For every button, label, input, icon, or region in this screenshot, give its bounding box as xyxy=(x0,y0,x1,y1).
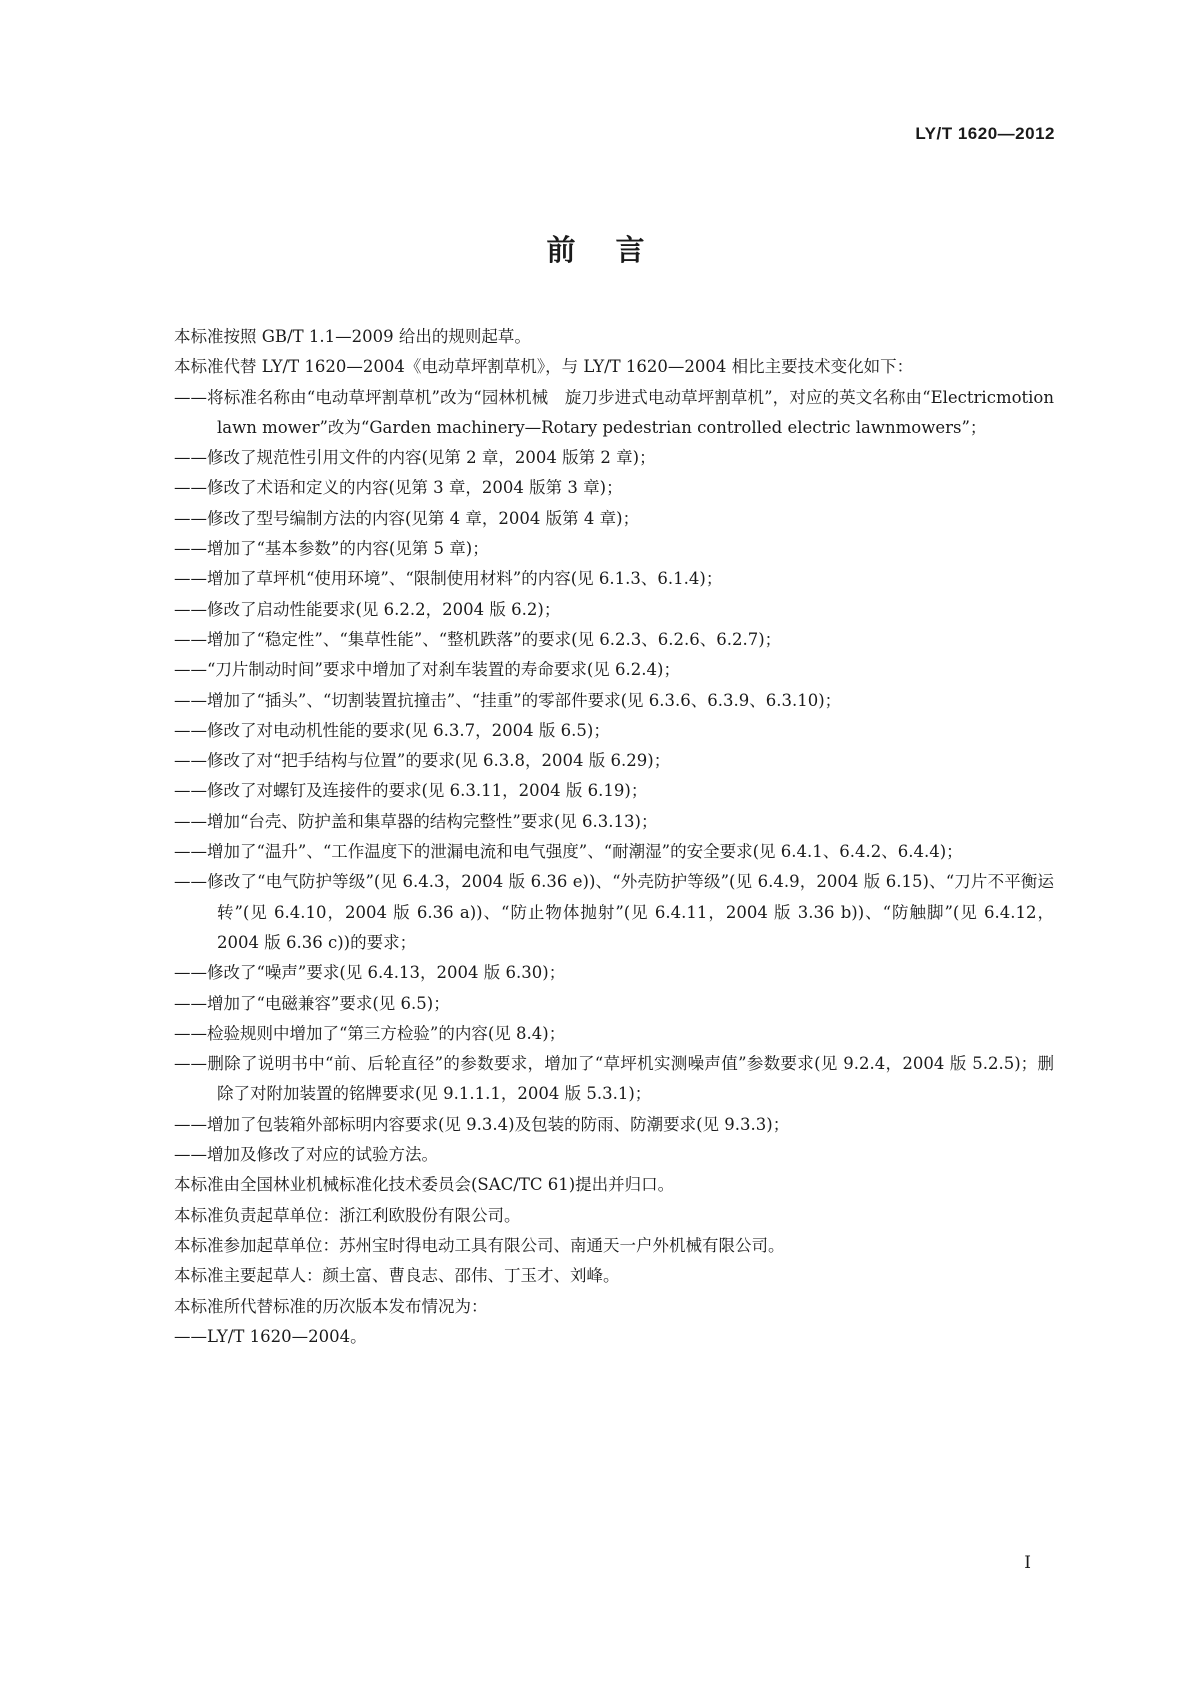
page-number: I xyxy=(1024,1553,1031,1573)
change-item: ——增加了“稳定性”、“集草性能”、“整机跌落”的要求(见 6.2.3、6.2.6、6.2.7)； xyxy=(174,629,782,649)
paragraph: 本标准参加起草单位：苏州宝时得电动工具有限公司、南通天一户外机械有限公司。 xyxy=(174,1235,785,1255)
paragraph: 本标准由全国林业机械标准化技术委员会(SAC/TC 61)提出并归口。 xyxy=(174,1175,675,1195)
history-item: ——LY/T 1620—2004。 xyxy=(174,1326,367,1346)
change-item: ——修改了“电气防护等级”(见 6.4.3，2004 版 6.36 e))、“外壳防护等级”(见 6.4.9，2004 版 6.15)、“刀片不平衡运转”(见 6.4.10，2004 版 6.36 a))、“防止物体抛射”(见 6.4.11，2004 版 3.36 b))、“防触脚”(见 6.4.12，2004 版 6.36 c))的要求； xyxy=(174,872,1054,952)
change-item: ——增加了“插头”、“切割装置抗撞击”、“挂重”的零部件要求(见 6.3.6、6.3.9、6.3.10)； xyxy=(174,690,842,710)
change-item: ——修改了规范性引用文件的内容(见第 2 章，2004 版第 2 章)； xyxy=(174,448,656,468)
paragraph: 本标准所代替标准的历次版本发布情况为： xyxy=(174,1296,488,1316)
change-item: ——“刀片制动时间”要求中增加了对刹车装置的寿命要求(见 6.2.4)； xyxy=(174,660,680,680)
change-item: ——修改了型号编制方法的内容(见第 4 章，2004 版第 4 章)； xyxy=(174,508,640,528)
change-item: ——修改了术语和定义的内容(见第 3 章，2004 版第 3 章)； xyxy=(174,478,623,498)
change-item: ——增加了“电磁兼容”要求(见 6.5)； xyxy=(174,993,450,1013)
change-item: ——修改了对螺钉及连接件的要求(见 6.3.11，2004 版 6.19)； xyxy=(174,781,648,801)
page-title: 前言 xyxy=(546,233,685,267)
standard-number: LY/T 1620—2012 xyxy=(915,124,1055,143)
change-item: ——增加及修改了对应的试验方法。 xyxy=(174,1145,438,1165)
change-item: ——增加了“基本参数”的内容(见第 5 章)； xyxy=(174,539,489,559)
paragraph: 本标准代替 LY/T 1620—2004《电动草坪割草机》，与 LY/T 1620—2004 相比主要技术变化如下： xyxy=(174,357,914,377)
change-item: ——修改了对“把手结构与位置”的要求(见 6.3.8，2004 版 6.29)； xyxy=(174,751,671,771)
paragraph: 本标准主要起草人：颜土富、曹良志、邵伟、丁玉才、刘峰。 xyxy=(174,1266,620,1286)
change-item: ——增加“台壳、防护盖和集草器的结构完整性”要求(见 6.3.13)； xyxy=(174,811,658,831)
change-item: ——修改了对电动机性能的要求(见 6.3.7，2004 版 6.5)； xyxy=(174,720,610,740)
change-item: ——删除了说明书中“前、后轮直径”的参数要求，增加了“草坪机实测噪声值”参数要求(见 9.2.4，2004 版 5.2.5)；删除了对附加装置的铭牌要求(见 9.1.1.1，2004 版 5.3.1)； xyxy=(174,1054,1054,1104)
paragraph: 本标准按照 GB/T 1.1—2009 给出的规则起草。 xyxy=(174,327,531,346)
change-item: ——修改了“噪声”要求(见 6.4.13，2004 版 6.30)； xyxy=(174,963,566,983)
paragraph: 本标准负责起草单位：浙江利欧股份有限公司。 xyxy=(174,1205,521,1225)
foreword-body xyxy=(174,322,1054,1352)
change-item: ——增加了草坪机“使用环境”、“限制使用材料”的内容(见 6.1.3、6.1.4)； xyxy=(174,569,723,589)
change-item: ——修改了启动性能要求(见 6.2.2，2004 版 6.2)； xyxy=(174,599,561,619)
change-item: ——将标准名称由“电动草坪割草机”改为“园林机械 旋刀步进式电动草坪割草机”，对应的英文名称由“Electricmotion lawn mower”改为“Garden machinery—Rotary pedestrian controlled electric lawnmowers”； xyxy=(174,387,1054,437)
change-item: ——增加了“温升”、“工作温度下的泄漏电流和电气强度”、“耐潮湿”的安全要求(见 6.4.1、6.4.2、6.4.4)； xyxy=(174,842,963,862)
change-item: ——增加了包装箱外部标明内容要求(见 9.3.4)及包装的防雨、防潮要求(见 9.3.3)； xyxy=(174,1114,790,1134)
change-item: ——检验规则中增加了“第三方检验”的内容(见 8.4)； xyxy=(174,1023,566,1043)
